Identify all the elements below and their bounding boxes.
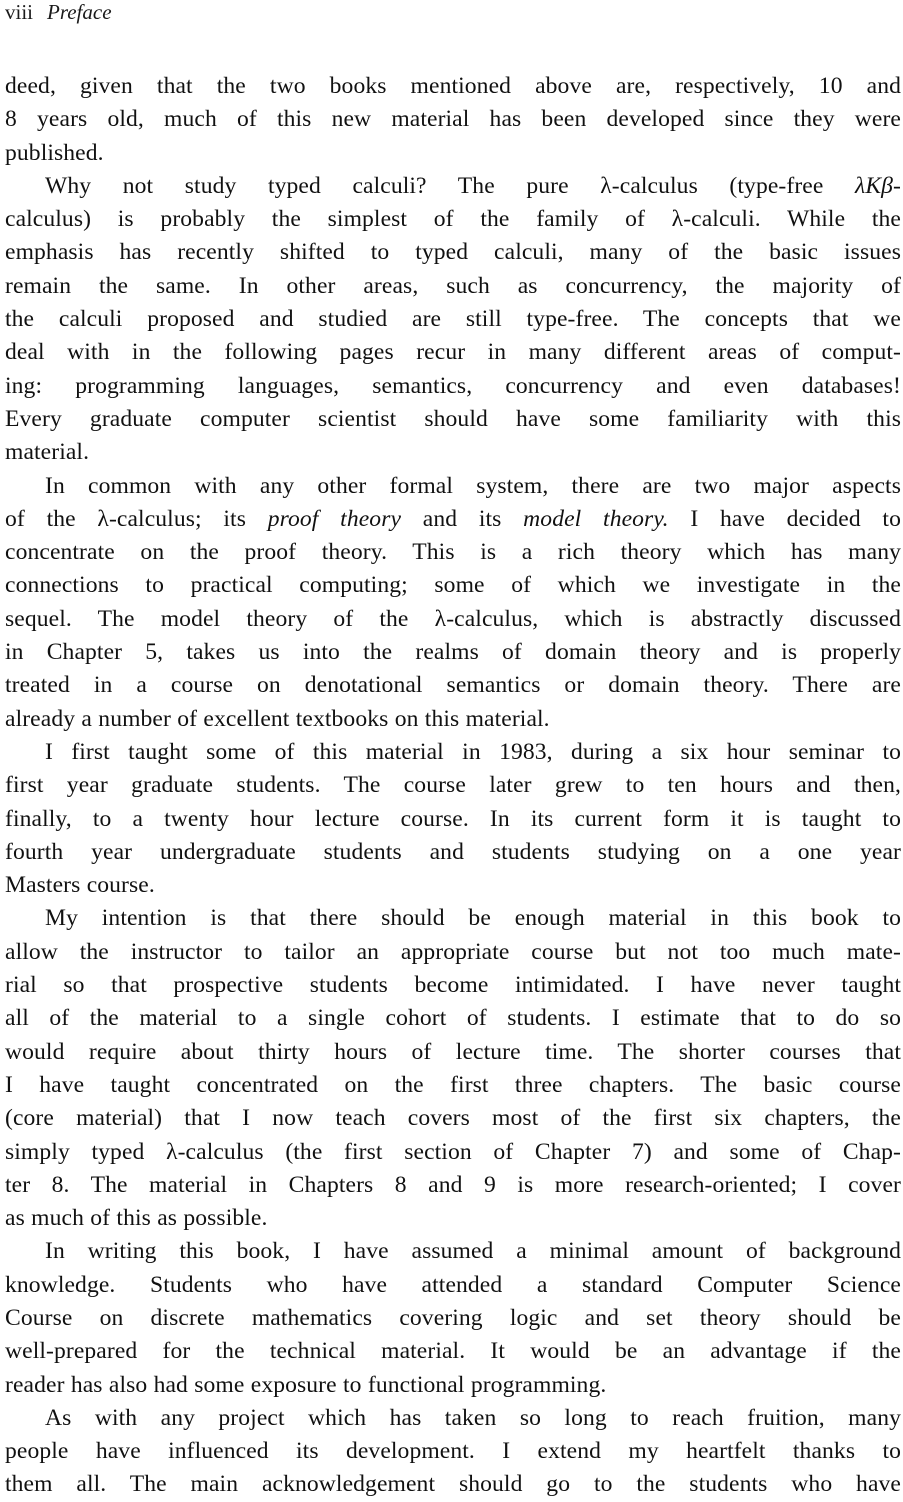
text-line (5, 936, 901, 969)
text-line (5, 1235, 901, 1268)
text-segment: rial so that prospective students become intimidated. I have never taught (5, 972, 901, 999)
text-segment: first year graduate students. The course later grew to ten hours and then, (5, 772, 901, 799)
italic-text: proof theory (267, 505, 402, 532)
text-segment: ing: programming languages, semantics, concurrency and even databases! (5, 372, 901, 399)
text-segment: as much of this as possible. (5, 1205, 268, 1232)
text-line (5, 1369, 901, 1402)
preface-body-text (5, 70, 901, 1502)
text-line (5, 1136, 901, 1169)
text-line (5, 137, 901, 170)
page-number: viii (5, 0, 34, 24)
italic-text: model theory. (523, 505, 669, 532)
text-line (5, 1269, 901, 1302)
running-head (5, 0, 112, 27)
text-segment: deal with in the following pages recur in many different areas of comput- (5, 339, 901, 366)
text-line (5, 103, 901, 136)
text-segment: In writing this book, I have assumed a minimal amount of background (45, 1238, 901, 1265)
text-segment: remain the same. In other areas, such as concurrency, the majority of (5, 272, 901, 299)
text-line (5, 470, 901, 503)
text-line (5, 370, 901, 403)
text-line (5, 736, 901, 769)
text-segment: connections to practical computing; some of which we investigate in the (5, 572, 901, 599)
text-segment: ter 8. The material in Chapters 8 and 9 is more research-oriented; I cover (5, 1171, 901, 1198)
text-line (5, 1002, 901, 1035)
text-line (5, 902, 901, 935)
text-segment: Every graduate computer scientist should have some familiarity with this (5, 405, 901, 432)
text-segment: finally, to a twenty hour lecture course. In its current form it is taught to (5, 805, 901, 832)
text-line (5, 769, 901, 802)
text-line (5, 703, 901, 736)
paragraph (5, 902, 901, 1235)
text-segment: Masters course. (5, 872, 155, 899)
text-line (5, 1335, 901, 1368)
text-segment: I have taught concentrated on the first three chapters. The basic course (5, 1071, 901, 1098)
text-line (5, 869, 901, 902)
text-segment: 8 years old, much of this new material has been developed since they were (5, 106, 901, 133)
text-segment: in Chapter 5, takes us into the realms of domain theory and is properly (5, 639, 901, 666)
text-line (5, 503, 901, 536)
text-segment: sequel. The model theory of the λ-calculus, which is abstractly discussed (5, 605, 901, 632)
text-line (5, 203, 901, 236)
text-segment: well-prepared for the technical material. It would be an advantage if the (5, 1338, 901, 1365)
text-line (5, 1402, 901, 1435)
paragraph (5, 470, 901, 736)
text-line (5, 636, 901, 669)
text-line (5, 170, 901, 203)
text-segment: material. (5, 439, 90, 466)
text-line (5, 969, 901, 1002)
text-line (5, 569, 901, 602)
paragraph (5, 70, 901, 170)
text-line (5, 803, 901, 836)
text-segment: them all. The main acknowledgement should go to the students who have (5, 1471, 901, 1498)
text-segment: allow the instructor to tailor an appropriate course but not too much mate- (5, 938, 901, 965)
italic-text: λKβ (855, 172, 894, 199)
text-segment: all of the material to a single cohort of students. I estimate that to do so (5, 1005, 901, 1032)
text-line (5, 70, 901, 103)
text-segment: calculus) is probably the simplest of the family of λ-calculi. While the (5, 206, 901, 233)
text-segment: published. (5, 139, 104, 166)
text-segment: Course on discrete mathematics covering logic and set theory should be (5, 1304, 901, 1331)
text-segment: and its (401, 505, 524, 532)
text-line (5, 403, 901, 436)
text-segment: already a number of excellent textbooks on this material. (5, 705, 550, 732)
text-segment: concentrate on the proof theory. This is a rich theory which has many (5, 539, 901, 566)
text-segment: knowledge. Students who have attended a standard Computer Science (5, 1271, 901, 1298)
text-segment: fourth year undergraduate students and students studying on a one year (5, 838, 901, 865)
text-segment: people have influenced its development. I extend my heartfelt thanks to (5, 1438, 901, 1465)
text-line (5, 270, 901, 303)
text-line (5, 1435, 901, 1468)
text-line (5, 1102, 901, 1135)
text-line (5, 303, 901, 336)
text-segment: simply typed λ-calculus (the first section of Chapter 7) and some of Chap- (5, 1138, 901, 1165)
text-segment: deed, given that the two books mentioned above are, respectively, 10 and (5, 73, 901, 99)
paragraph (5, 1235, 901, 1401)
text-line (5, 603, 901, 636)
text-segment: reader has also had some exposure to functional programming. (5, 1371, 607, 1398)
text-line (5, 1202, 901, 1235)
text-line (5, 436, 901, 469)
text-line (5, 336, 901, 369)
text-segment: the calculi proposed and studied are still type-free. The concepts that we (5, 306, 901, 333)
text-segment: of the λ-calculus; its (5, 505, 268, 532)
running-head-title: Preface (47, 0, 112, 24)
paragraph (5, 170, 901, 470)
text-segment: would require about thirty hours of lecture time. The shorter courses that (5, 1038, 901, 1065)
text-line (5, 1069, 901, 1102)
text-line (5, 1036, 901, 1069)
text-line (5, 669, 901, 702)
text-segment: I first taught some of this material in 1983, during a six hour seminar to (45, 738, 901, 765)
text-segment: (core material) that I now teach covers most of the first six chapters, the (5, 1105, 901, 1132)
text-line (5, 536, 901, 569)
text-segment: - (893, 172, 901, 199)
text-line (5, 1169, 901, 1202)
text-segment: Why not study typed calculi? The pure λ-calculus (type-free (45, 172, 856, 199)
text-line (5, 1302, 901, 1335)
paragraph (5, 1402, 901, 1502)
text-line (5, 836, 901, 869)
text-line (5, 236, 901, 269)
text-segment: In common with any other formal system, there are two major aspects (45, 472, 901, 499)
text-line (5, 1468, 901, 1501)
text-segment: As with any project which has taken so long to reach fruition, many (45, 1404, 901, 1431)
text-segment: I have decided to (668, 505, 901, 532)
text-segment: emphasis has recently shifted to typed calculi, many of the basic issues (5, 239, 901, 266)
paragraph (5, 736, 901, 902)
text-segment: My intention is that there should be enough material in this book to (45, 905, 901, 932)
text-segment: treated in a course on denotational semantics or domain theory. There are (5, 672, 901, 699)
